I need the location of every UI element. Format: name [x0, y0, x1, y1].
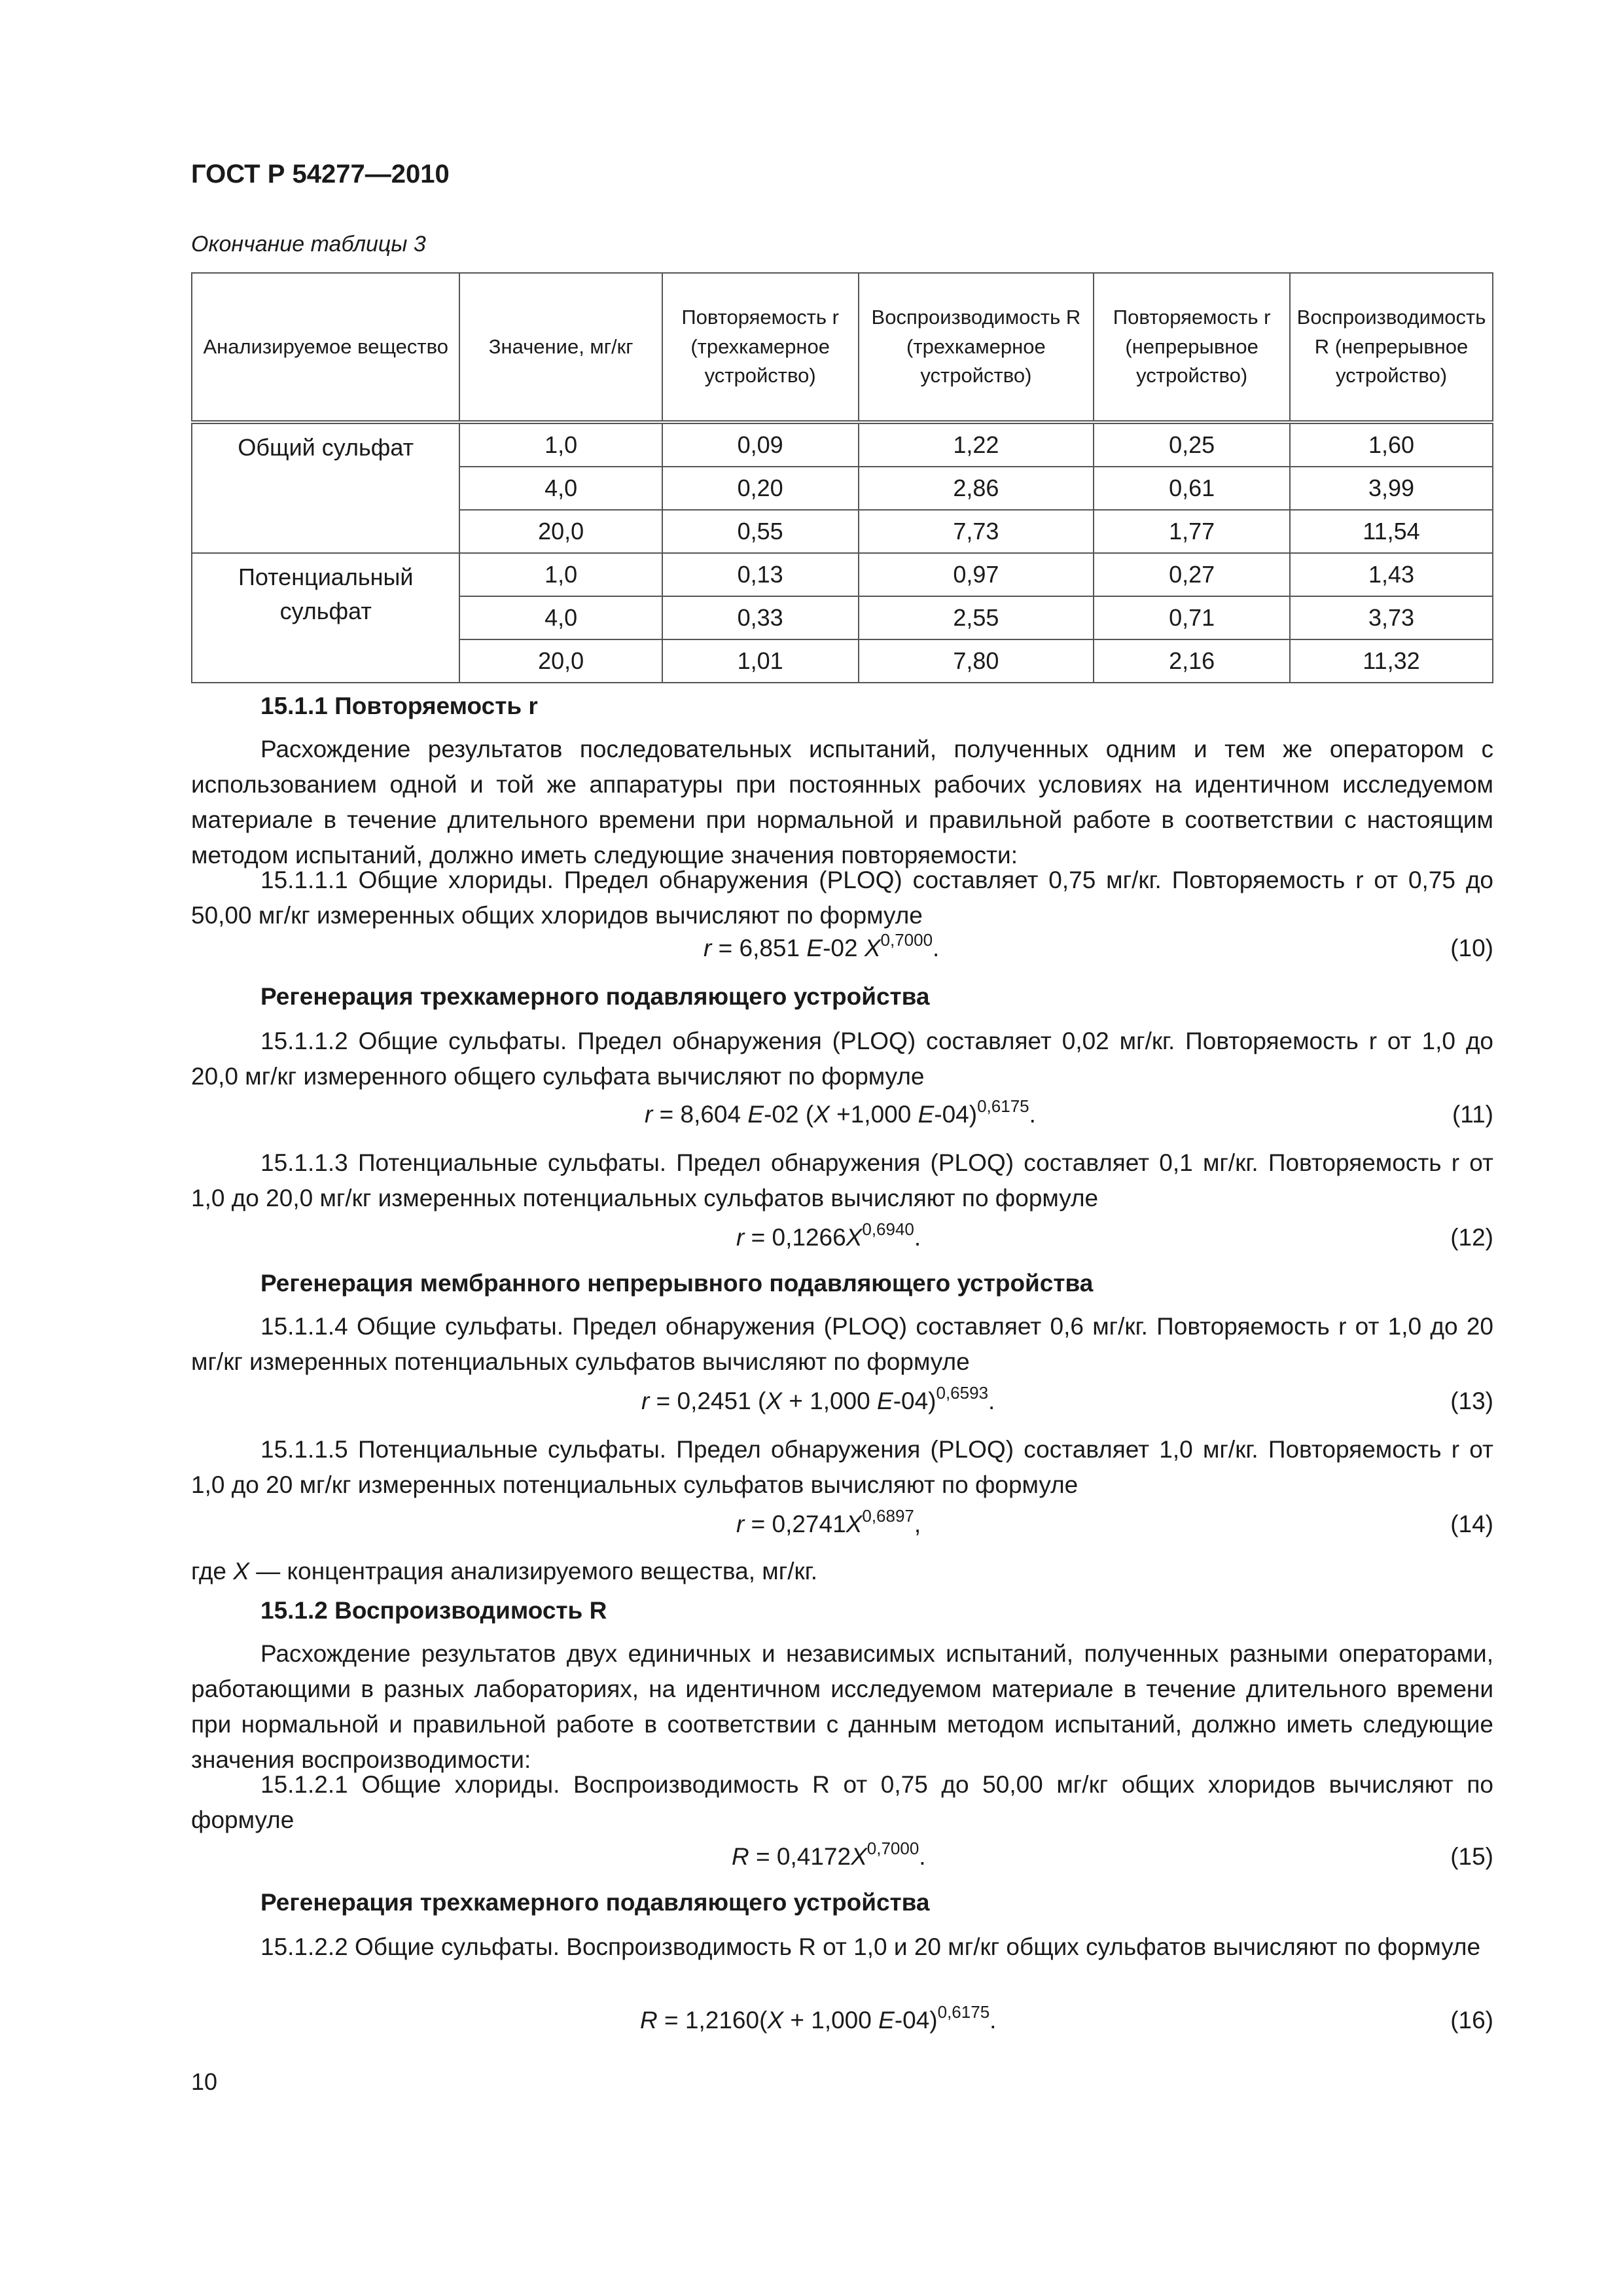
table-cell: 0,13	[662, 553, 859, 596]
subheading-3chamber-regeneration-2: Регенерация трехкамерного подавляющего устройства	[260, 1889, 930, 1916]
subheading-3chamber-regeneration: Регенерация трехкамерного подавляющего устройства	[260, 983, 930, 1010]
clause-15-1-1-5: 15.1.1.5 Потенциальные сульфаты. Предел обнаружения (PLOQ) составляет 1,0 мг/кг. Повторяемость r от 1,0 до 20 мг/кг измеренных потенциальных сульфатов вычисляют по формуле	[191, 1436, 1493, 1498]
table-cell: 1,0	[459, 422, 662, 467]
document-header: ГОСТ Р 54277—2010	[191, 160, 450, 188]
table-cell: 20,0	[459, 510, 662, 553]
table-row	[192, 422, 1493, 467]
substance-cell: Общий сульфат	[192, 422, 459, 553]
clause-15-1-2-1: 15.1.2.1 Общие хлориды. Воспроизводимость R от 0,75 до 50,00 мг/кг общих хлоридов вычисляют по формуле	[191, 1771, 1493, 1833]
table-cell: 1,0	[459, 553, 662, 596]
col-header-value: Значение, мг/кг	[459, 273, 662, 422]
equation-13: r = 0,2451 (X + 1,000 E-04)$^{0,6593}$.	[641, 1383, 995, 1414]
equation-14: $r = 0,2741X^{0,6897}$,	[736, 1506, 921, 1537]
table-cell: 0,27	[1094, 553, 1290, 596]
repeatability-intro-paragraph: Расхождение результатов последовательных испытаний, полученных одним и тем же оператором с использованием одной и той же аппаратуры при постоянных рабочих условиях на идентичном исследуемом материале в течение длительного времени при нормальной и правильной работе в соответствии с настоящим методом испытаний, должно иметь следующие значения повторяемости:	[191, 736, 1493, 869]
equation-number-16: (16)	[1450, 2007, 1493, 2034]
clause-15-1-1-1: 15.1.1.1 Общие хлориды. Предел обнаружения (PLOQ) составляет 0,75 мг/кг. Повторяемость r от 0,75 до 50,00 мг/кг измеренных общих хлоридов вычисляют по формуле	[191, 867, 1493, 929]
substance-cell: Потенциальный сульфат	[192, 553, 459, 683]
equation-number-11: (11)	[1452, 1101, 1493, 1128]
clause-15-1-1-2: 15.1.1.2 Общие сульфаты. Предел обнаружения (PLOQ) составляет 0,02 мг/кг. Повторяемость r от 1,0 до 20,0 мг/кг измеренного общего сульфата вычисляют по формуле	[191, 1028, 1493, 1090]
clause-15-1-1-3: 15.1.1.3 Потенциальные сульфаты. Предел обнаружения (PLOQ) составляет 0,1 мг/кг. Повторяемость r от 1,0 до 20,0 мг/кг измеренных потенциальных сульфатов вычисляют по формуле	[191, 1149, 1493, 1211]
equation-number-12: (12)	[1450, 1224, 1493, 1251]
table-cell: 1,60	[1290, 422, 1493, 467]
table-cell: 3,73	[1290, 596, 1493, 639]
table-cell: 1,77	[1094, 510, 1290, 553]
equation-number-10: (10)	[1450, 935, 1493, 961]
table-cell: 0,20	[662, 467, 859, 510]
variable-definition: где X — концентрация анализируемого вещества, мг/кг.	[191, 1558, 817, 1585]
table-caption: Окончание таблицы 3	[191, 232, 426, 257]
col-header-reproducibility-continuous: Воспроизводимость R (непрерывное устройство)	[1290, 273, 1493, 422]
table-3	[191, 272, 1493, 683]
table-cell: 0,25	[1094, 422, 1290, 467]
table-cell: 20,0	[459, 639, 662, 683]
table-cell: 1,22	[859, 422, 1094, 467]
table-cell: 4,0	[459, 596, 662, 639]
col-header-reproducibility-3chamber: Воспроизводимость R (трехкамерное устройство)	[859, 273, 1094, 422]
subheading-membrane-regeneration: Регенерация мембранного непрерывного подавляющего устройства	[260, 1270, 1094, 1297]
table-cell: 4,0	[459, 467, 662, 510]
table-cell: 0,55	[662, 510, 859, 553]
table-cell: 11,54	[1290, 510, 1493, 553]
col-header-repeatability-continuous: Повторяемость r (непрерывное устройство)	[1094, 273, 1290, 422]
table-cell: 0,97	[859, 553, 1094, 596]
section-heading-reproducibility: 15.1.2 Воспроизводимость R	[260, 1597, 607, 1624]
table-cell: 2,16	[1094, 639, 1290, 683]
section-heading-repeatability: 15.1.1 Повторяемость r	[260, 692, 538, 719]
clause-15-1-2-2: 15.1.2.2 Общие сульфаты. Воспроизводимость R от 1,0 и 20 мг/кг общих сульфатов вычисляют по формуле	[260, 1933, 1481, 1960]
equation-16: R = 1,2160(X + 1,000 E-04)$^{0,6175}$.	[640, 2002, 997, 2034]
equation-15: $R = 0,4172X^{0,7000}$.	[732, 1839, 926, 1870]
table-cell: 1,01	[662, 639, 859, 683]
table-row	[192, 553, 1493, 596]
table-cell: 7,73	[859, 510, 1094, 553]
page-number: 10	[191, 2068, 218, 2095]
table-cell: 1,43	[1290, 553, 1493, 596]
clause-15-1-1-4: 15.1.1.4 Общие сульфаты. Предел обнаружения (PLOQ) составляет 0,6 мг/кг. Повторяемость r от 1,0 до 20 мг/кг измеренных потенциальных сульфатов вычисляют по формуле	[191, 1313, 1493, 1375]
table-cell: 11,32	[1290, 639, 1493, 683]
table-header-row	[192, 273, 1493, 422]
table-cell: 0,61	[1094, 467, 1290, 510]
col-header-substance: Анализируемое вещество	[192, 273, 459, 422]
table-cell: 0,33	[662, 596, 859, 639]
equation-number-13: (13)	[1450, 1388, 1493, 1414]
reproducibility-intro-paragraph: Расхождение результатов двух единичных и независимых испытаний, полученных разными операторами, работающими в разных лабораториях, на идентичном исследуемом материале в течение длительного времени при нормальной и правильной работе в соответствии с данным методом испытаний, должно иметь следующие значения воспроизводимости:	[191, 1640, 1493, 1773]
table-cell: 0,71	[1094, 596, 1290, 639]
table-cell: 3,99	[1290, 467, 1493, 510]
table-cell: 7,80	[859, 639, 1094, 683]
col-header-repeatability-3chamber: Повторяемость r (трехкамерное устройство)	[662, 273, 859, 422]
table-cell: 2,86	[859, 467, 1094, 510]
table-cell: 0,09	[662, 422, 859, 467]
table-cell: 2,55	[859, 596, 1094, 639]
equation-number-15: (15)	[1450, 1843, 1493, 1870]
equation-12: $r = 0,1266X^{0,6940}$.	[736, 1219, 921, 1251]
equation-11: r = 8,604 E-02 (X +1,000 E-04)$^{0,6175}$.	[645, 1096, 1036, 1128]
equation-10: r = 6,851 E-02 $X^{0,7000}$.	[704, 930, 940, 961]
equation-number-14: (14)	[1450, 1511, 1493, 1537]
